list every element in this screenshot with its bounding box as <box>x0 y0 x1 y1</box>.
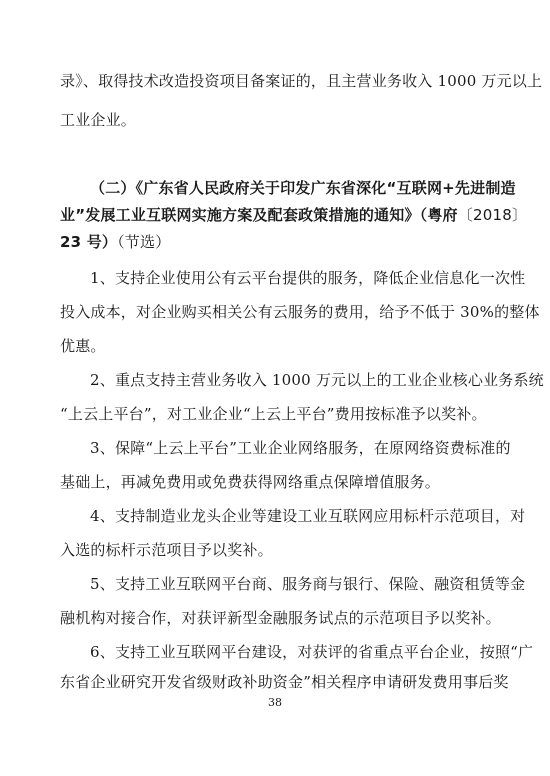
item-1-line-3: 优惠。 <box>60 337 106 355</box>
item-3-line-2: 基础上，再减免费用或免费获得网络重点保障增值服务。 <box>60 473 441 491</box>
section-heading-line-2 <box>60 205 528 225</box>
item-2-line-2: “上云上平台”，对工业企业“上云上平台”费用按标准予以奖补。 <box>60 405 487 423</box>
item-6-line-1: 6、支持工业互联网平台建设，对获评的省重点平台企业，按照“广 <box>90 643 534 661</box>
item-3-line-1: 3、保障“上云上平台”工业企业网络服务，在原网络资费标准的 <box>90 439 511 457</box>
item-2-line-1: 2、重点支持主营业务收入 1000 万元以上的工业企业核心业务系统 <box>90 371 544 389</box>
section-heading-line-3-note: （节选） <box>117 233 171 251</box>
intro-line-1: 录》、取得技术改造投资项目备案证的，且主营业务收入 1000 万元以上 <box>60 72 543 90</box>
item-4-line-2: 入选的标杆示范项目予以奖补。 <box>60 541 273 559</box>
section-heading-line-3 <box>60 232 490 252</box>
section-heading-line-2-ref: 〔2018〕 <box>457 206 528 224</box>
item-1-line-2: 投入成本，对企业购买相关公有云服务的费用，给予不低于 30%的整体 <box>60 303 540 321</box>
section-heading-line-2-main: 业”发展工业互联网实施方案及配套政策措施的通知》（粤府 <box>60 206 458 224</box>
page-number: 38 <box>268 696 282 709</box>
item-1-line-1: 1、支持企业使用公有云平台提供的服务，降低企业信息化一次性 <box>90 269 526 287</box>
item-6-line-2: 东省企业研究开发省级财政补助资金”相关程序申请研发费用事后奖 <box>60 673 509 691</box>
section-heading-line-3-main: 23 号） <box>60 233 118 251</box>
item-4-line-1: 4、支持制造业龙头企业等建设工业互联网应用标杆示范项目，对 <box>90 507 526 525</box>
section-heading-line-1: （二）《广东省人民政府关于印发广东省深化“互联网+先进制造 <box>90 179 516 197</box>
intro-line-2: 工业企业。 <box>60 111 137 129</box>
item-5-line-2: 融机构对接合作，对获评新型金融服务试点的示范项目予以奖补。 <box>60 609 501 627</box>
item-5-line-1: 5、支持工业互联网平台商、服务商与银行、保险、融资租赁等金 <box>90 575 526 593</box>
